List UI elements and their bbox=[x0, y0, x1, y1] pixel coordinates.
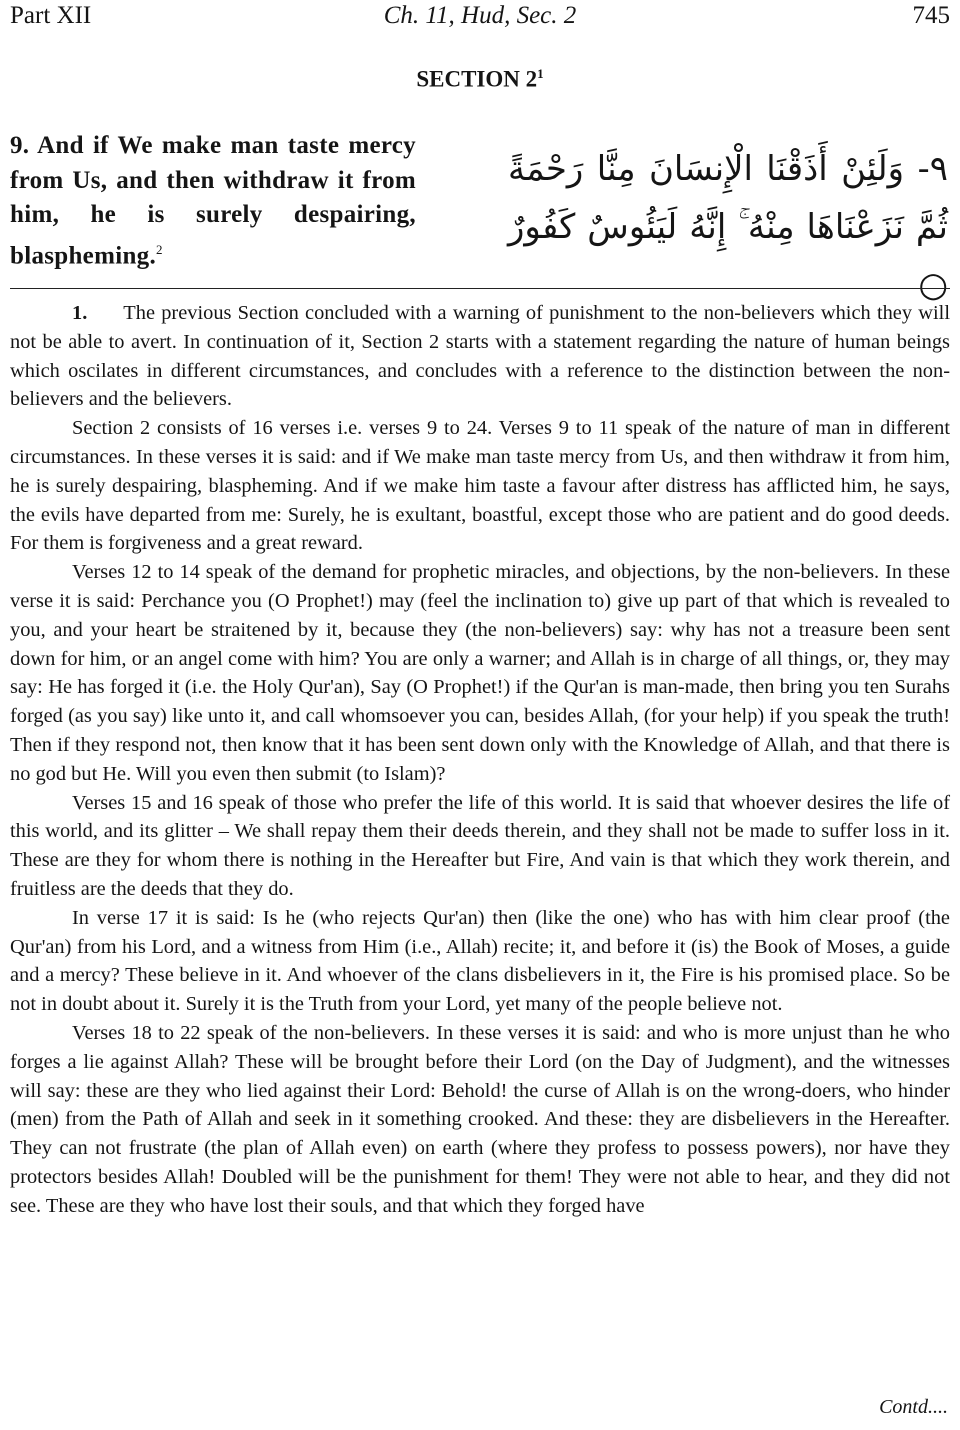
chapter-label: Ch. 11, Hud, Sec. 2 bbox=[383, 2, 577, 29]
commentary-paragraph: Verses 15 and 16 speak of those who prefer the life of this world. It is said that whoever desires the life of this world, and its glitter – We shall repay them their deeds therein, and they shall not be made to suffer loss in it. These are they for whom there is nothing in the Hereafter but Fire, And vain is that which they work therein, and fruitless are the deeds that they do. bbox=[10, 791, 950, 900]
continued-label: Contd.... bbox=[879, 1396, 948, 1418]
page-header bbox=[0, 0, 960, 40]
section-title-text: SECTION 2 bbox=[416, 66, 538, 92]
page-number: 745 bbox=[912, 2, 950, 29]
commentary-paragraph bbox=[10, 299, 950, 414]
section-title bbox=[0, 66, 960, 93]
paragraph-text: The previous Section concluded with a warning of punishment to the non-believers which they will not be able to avert. In continuation of it, Section 2 starts with a statement regarding the nature of human beings which oscilates in different circumstances, and concludes with a reference to the distinction between the non-believers and the believers. bbox=[10, 302, 950, 411]
verse-arabic: ٩- وَلَئِنْ أَذَقْنَا الْإِنسَانَ مِنَّا رَحْمَةً ثُمَّ نَزَعْنَاهَا مِنْهُ ۚ إِنَّهُ لَيَئُوسٌ كَفُورٌ ○ bbox=[508, 149, 948, 305]
divider-rule bbox=[10, 288, 950, 289]
verse-english-text: 9. And if We make man taste mercy from Us, and then withdraw it from him, he is surely despairing, blaspheming. bbox=[10, 132, 416, 269]
commentary-paragraph: Section 2 consists of 16 verses i.e. verses 9 to 24. Verses 9 to 11 speak of the nature of man in different circumstances. In these verses it is said: and if We make man taste mercy from Us, and then withdraw it from him, he is surely despairing, blaspheming. And if we make him taste a favour after distress has afflicted him, he says, the evils have departed from me: Surely, he is exultant, boastful, except those who are patient and do good deeds. For them is forgiveness and a great reward. bbox=[10, 417, 950, 555]
commentary-paragraph: Verses 12 to 14 speak of the demand for prophetic miracles, and objections, by the non-believers. In these verse it is said: Perchance you (O Prophet!) may (feel the inclination to) give up part of that which is revealed to you, and your heart be straitened by it, because they (the non-believers) say: why has not a treasure been sent down for him, or an angel come with him? You are only a warner; and Allah is in charge of all things, or, they may say: He has forged it (i.e. the Holy Qur'an), Say (O Prophet!) if the Qur'an is man-made, then bring you ten Surahs forged (as you say) like unto it, and call whomsoever you can, besides Allah, (for your help) if you speak the truth! Then if they respond not, then know that it has been sent down only with the Knowledge of Allah, and that there is no god but He. Will you even then submit (to Islam)? bbox=[10, 561, 950, 785]
verse-footnote-mark: 2 bbox=[156, 241, 163, 257]
part-label: Part XII bbox=[10, 2, 92, 29]
commentary-paragraph: Verses 18 to 22 speak of the non-believers. In these verses it is said: and who is more unjust than he who forges a lie against Allah? These will be brought before their Lord (on the Day of Judgment), and the witnesses will say: these are they who lied against their Lord: Behold! the curse of Allah is on the wrong-doers, who hinder (men) from the Path of Allah and seek in it something crooked. And these: they are disbelievers in the Hereafter. They can not frustrate (the plan of Allah even) on earth (where they profess to possess powers), nor have they protectors besides Allah! Doubled will be the punishment for them! They were not able to hear, and they did not see. These are they who have lost their souls, and that which they forged have bbox=[10, 1021, 950, 1217]
verse-english bbox=[10, 129, 416, 273]
commentary-paragraph: In verse 17 it is said: Is he (who rejects Qur'an) then (like the one) who has with him clear proof (the Qur'an) from his Lord, and a witness from Him (i.e., Allah) recite; it, and before it (is) the Book of Moses, a guide and a mercy? These believe in it. And whoever of the clans disbelievers in it, the Fire is his promised place. So be not in doubt about it. Surely it is the Truth from your Lord, yet many of the people believe not. bbox=[10, 906, 950, 1016]
note-number: 1. bbox=[72, 302, 88, 324]
section-footnote-mark: 1 bbox=[537, 66, 544, 81]
commentary bbox=[10, 299, 950, 1221]
